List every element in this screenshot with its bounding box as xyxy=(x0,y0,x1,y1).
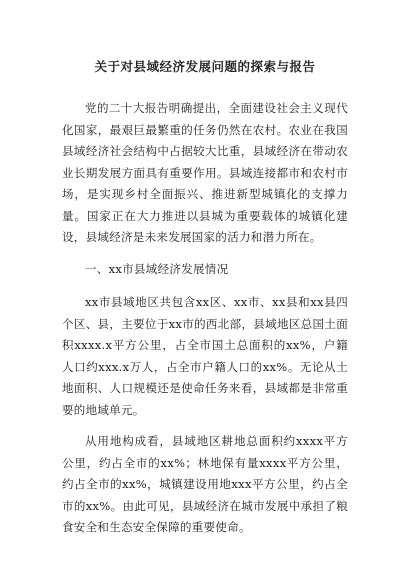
document-title: 关于对县域经济发展问题的探索与报告 xyxy=(94,59,316,74)
section-paragraph-2: 从用地构成看，县域地区耕地总面积约xxxx平方公里，约占全市的xx%；林地保有量xxxx平方公里，约占全市的xx%，城镇建设用地xxx平方公里，约占全市的xx%。由此可见，县域经济在城市发展中承担了粮食安全和生态安全保障的重要使命。 xyxy=(62,434,348,534)
section-paragraph-1: xx市县域地区共包含xx区、xx市、xx县和xx县四个区、县，主要位于xx市的西北部，县域地区总国土面积xxxx.x平方公里，占全市国土总面积的xx%，户籍人口约xxx.x万人，占全市户籍人口的xx%。无论从土地面积、人口规模还是使命任务来看，县域都是非常重要的地域单元。 xyxy=(62,295,348,417)
intro-paragraph: 党的二十大报告明确提出，全面建设社会主义现代化国家，最艰巨最繁重的任务仍然在农村。农业在我国县域经济社会结构中占据较大比重，县域经济在带动农业长期发展方面具有重要作用。县域连接都市和农村市场，是实现乡村全面振兴、推进新型城镇化的支撑力量。国家正在大力推进以县城为重要载体的城镇化建设，县域经济是未来发展国家的活力和潜力所在。 xyxy=(62,101,348,244)
section-heading: 一、xx市县域经济发展情况 xyxy=(85,261,229,276)
